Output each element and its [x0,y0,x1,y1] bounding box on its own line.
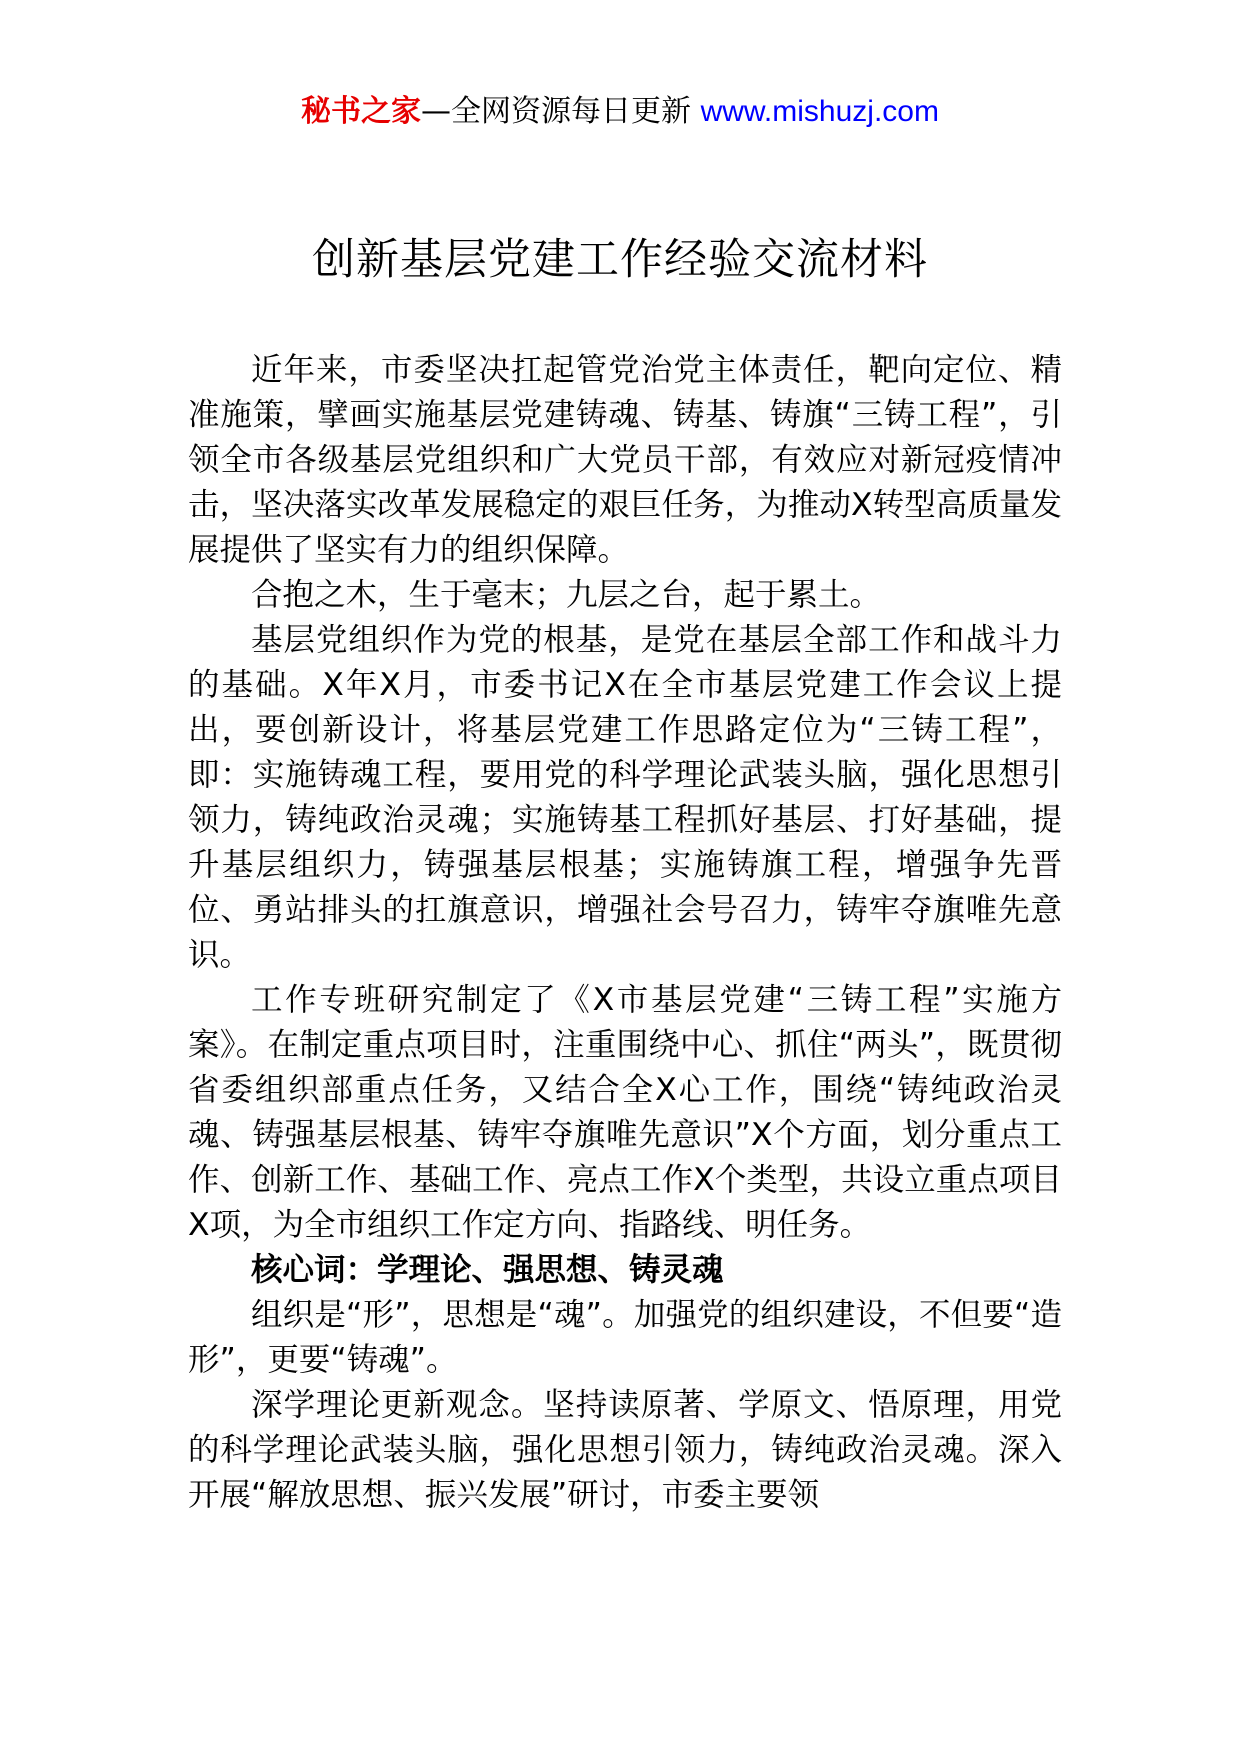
document-title: 创新基层党建工作经验交流材料 [312,235,928,285]
site-url-link[interactable]: www.mishuzj.com [700,95,939,128]
site-tagline: —全网资源每日更新 [421,94,692,129]
paragraph: 基层党组织作为党的根基，是党在基层全部工作和战斗力的基础。X年X月，市委书记X在全市基层党建工作会议上提出，要创新设计，将基层党建工作思路定位为“三铸工程”，即：实施铸魂工程，要用党的科学理论武装头脑，强化思想引领力，铸纯政治灵魂；实施铸基工程抓好基层、打好基础，提升基层组织力，铸强基层根基；实施铸旗工程，增强争先晋位、勇站排头的扛旗意识，增强社会号召力，铸牢夺旗唯先意识。 [188,622,1062,973]
site-brand: 秘书之家 [301,94,422,129]
document-body [188,348,1062,1518]
site-header [0,92,1240,132]
paragraph: 深学理论更新观念。坚持读原著、学原文、悟原理，用党的科学理论武装头脑，强化思想引领力，铸纯政治灵魂。深入开展“解放思想、振兴发展”研讨，市委主要领 [188,1387,1062,1513]
paragraph: 合抱之木，生于毫末；九层之台，起于累土。 [251,577,882,613]
keyword-heading: 核心词：学理论、强思想、铸灵魂 [251,1252,724,1288]
paragraph: 近年来，市委坚决扛起管党治党主体责任，靶向定位、精准施策，擘画实施基层党建铸魂、铸基、铸旗“三铸工程”，引领全市各级基层党组织和广大党员干部，有效应对新冠疫情冲击，坚决落实改革发展稳定的艰巨任务，为推动X转型高质量发展提供了坚实有力的组织保障。 [188,352,1062,568]
paragraph: 组织是“形”，思想是“魂”。加强党的组织建设，不但要“造形”，更要“铸魂”。 [188,1297,1062,1378]
paragraph: 工作专班研究制定了《X市基层党建“三铸工程”实施方案》。在制定重点项目时，注重围绕中心、抓住“两头”，既贯彻省委组织部重点任务，又结合全X心工作，围绕“铸纯政治灵魂、铸强基层根基、铸牢夺旗唯先意识”X个方面，划分重点工作、创新工作、基础工作、亮点工作X个类型，共设立重点项目X项，为全市组织工作定方向、指路线、明任务。 [188,982,1062,1243]
